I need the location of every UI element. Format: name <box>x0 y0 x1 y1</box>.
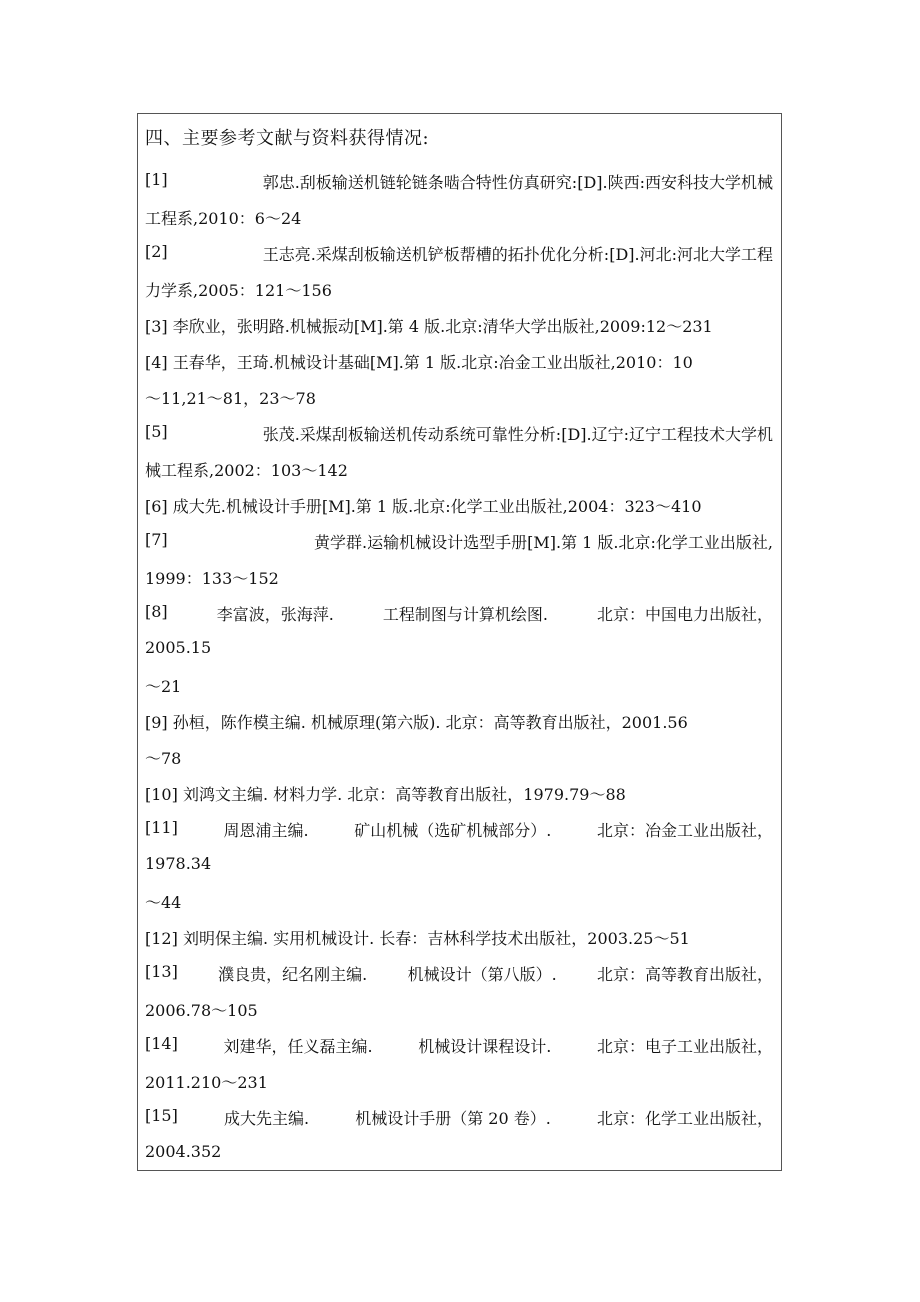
reference-11-cont2: ～44 <box>145 893 182 912</box>
reference-authors: 濮良贵，纪名刚主编. <box>218 965 368 984</box>
reference-4-cont: ～11,21～81，23～78 <box>145 389 316 408</box>
reference-text: 王志亮.采煤刮板输送机铲板帮槽的拓扑优化分析:[D].河北:河北大学工程 <box>262 245 773 264</box>
reference-title: 机械设计（第八版）. <box>407 965 557 984</box>
reference-text: 刘明保主编. 实用机械设计. 长春：吉林科学技术出版社，2003.25～51 <box>182 929 690 948</box>
reference-text: 黄学群.运输机械设计选型手册[M].第 1 版.北京:化学工业出版社, <box>314 533 773 552</box>
reference-11-cont: 1978.34 <box>145 854 212 873</box>
reference-number: [15] <box>145 1106 178 1125</box>
reference-text: 成大先.机械设计手册[M].第 1 版.北京:化学工业出版社,2004：323～410 <box>172 497 702 516</box>
reference-number: [5] <box>145 422 168 441</box>
reference-number: [12] <box>145 929 178 948</box>
reference-number: [1] <box>145 170 168 189</box>
reference-10 <box>145 782 626 805</box>
reference-11 <box>145 818 773 841</box>
reference-9-cont: ～78 <box>145 749 182 768</box>
reference-number: [10] <box>145 785 178 804</box>
reference-14-cont: 2011.210～231 <box>145 1073 268 1092</box>
reference-number: [9] <box>145 713 168 732</box>
reference-title: 机械设计手册（第 20 卷）. <box>355 1109 551 1128</box>
reference-2-cont: 力学系,2005：121～156 <box>145 281 332 300</box>
reference-15 <box>145 1106 773 1129</box>
reference-authors: 刘建华，任义磊主编. <box>223 1037 373 1056</box>
reference-number: [3] <box>145 317 168 336</box>
reference-number: [4] <box>145 353 168 372</box>
reference-text: 刘鸿文主编. 材料力学. 北京：高等教育出版社，1979.79～88 <box>182 785 626 804</box>
reference-publisher: 北京：高等教育出版社， <box>596 965 773 984</box>
reference-text: 王春华，王琦.机械设计基础[M].第 1 版.北京:冶金工业出版社,2010：10 <box>172 353 693 372</box>
reference-number: [8] <box>145 602 168 621</box>
reference-5 <box>145 422 773 445</box>
reference-15-cont: 2004.352 <box>145 1142 222 1161</box>
reference-2 <box>145 242 773 265</box>
reference-publisher: 北京：电子工业出版社， <box>596 1037 773 1056</box>
reference-publisher: 北京：冶金工业出版社， <box>596 821 773 840</box>
reference-number: [14] <box>145 1034 178 1053</box>
reference-7 <box>145 530 773 553</box>
reference-12 <box>145 926 690 949</box>
reference-text: 李欣业，张明路.机械振动[M].第 4 版.北京:清华大学出版社,2009:12～231 <box>172 317 713 336</box>
reference-number: [2] <box>145 242 168 261</box>
reference-title: 工程制图与计算机绘图. <box>382 605 548 624</box>
reference-13 <box>145 962 773 985</box>
reference-number: [6] <box>145 497 168 516</box>
reference-7-cont: 1999：133～152 <box>145 569 279 588</box>
reference-8-cont2: ～21 <box>145 677 182 696</box>
reference-authors: 周恩浦主编. <box>223 821 309 840</box>
reference-text: 郭忠.刮板输送机链轮链条啮合特性仿真研究:[D].陕西:西安科技大学机械 <box>262 173 773 192</box>
reference-14 <box>145 1034 773 1057</box>
reference-1-cont: 工程系,2010：6～24 <box>145 209 302 228</box>
reference-authors: 李富波，张海萍. <box>216 605 334 624</box>
reference-publisher: 北京：化学工业出版社， <box>596 1109 773 1128</box>
reference-3 <box>145 314 713 337</box>
reference-8-cont: 2005.15 <box>145 638 212 657</box>
reference-8 <box>145 602 773 625</box>
reference-number: [7] <box>145 530 168 549</box>
reference-1 <box>145 170 773 193</box>
reference-text: 孙桓，陈作模主编. 机械原理(第六版). 北京：高等教育出版社，2001.56 <box>172 713 688 732</box>
reference-6 <box>145 494 702 517</box>
reference-text: 张茂.采煤刮板输送机传动系统可靠性分析:[D].辽宁:辽宁工程技术大学机 <box>262 425 773 444</box>
reference-title: 矿山机械（选矿机械部分）. <box>354 821 552 840</box>
reference-authors: 成大先主编. <box>223 1109 310 1128</box>
reference-4 <box>145 350 693 373</box>
reference-9 <box>145 710 688 733</box>
reference-number: [11] <box>145 818 178 837</box>
reference-13-cont: 2006.78～105 <box>145 1001 258 1020</box>
reference-publisher: 北京：中国电力出版社， <box>596 605 773 624</box>
reference-title: 机械设计课程设计. <box>418 1037 552 1056</box>
reference-number: [13] <box>145 962 178 981</box>
section-title: 四、主要参考文献与资料获得情况: <box>145 128 430 149</box>
reference-5-cont: 械工程系,2002：103～142 <box>145 461 348 480</box>
